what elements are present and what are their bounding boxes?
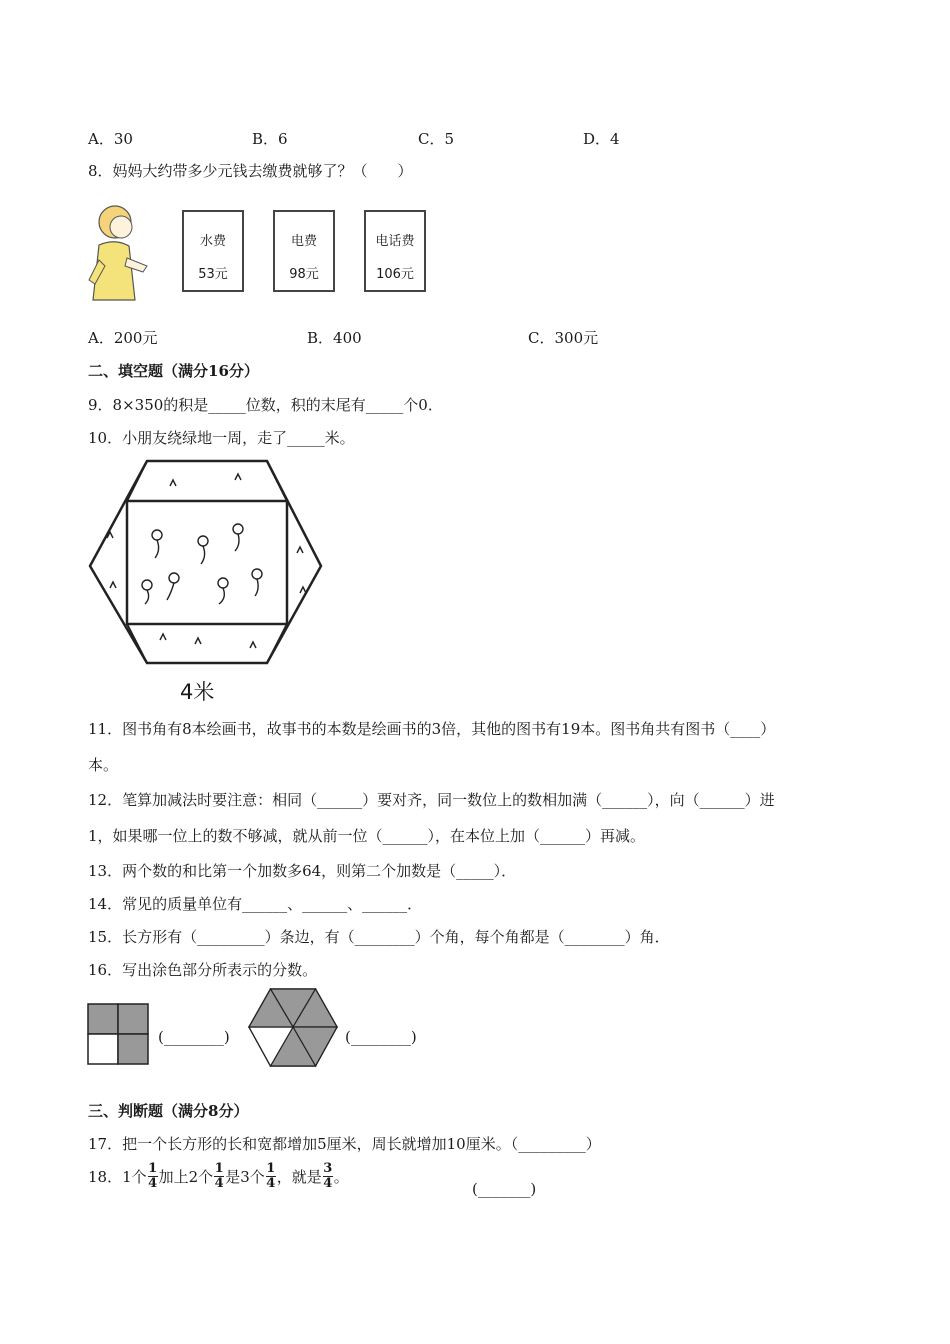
- electric-bill-amount: 98元: [289, 267, 319, 282]
- fraction-3-den: 4: [266, 1176, 276, 1191]
- q14-text: 14．常见的质量单位有______、______、______．: [88, 895, 423, 913]
- q7-option-a: A．30: [88, 130, 133, 148]
- q18-blank: (_______): [472, 1180, 537, 1198]
- q12-line1: 12．笔算加减法时要注意：相同（______）要对齐，同一数位上的数相加满（______），向（______）进: [88, 791, 775, 809]
- q17-text: 17．把一个长方形的长和宽都增加5厘米，周长就增加10厘米。（_________）: [88, 1135, 601, 1153]
- hexagon-fraction-figure: [248, 988, 338, 1068]
- q18-mid2: 是3个: [225, 1168, 265, 1186]
- q16-text: 16．写出涂色部分所表示的分数。: [88, 961, 318, 979]
- q16-blank-1: (________): [158, 1028, 230, 1046]
- q8-option-a: A．200元: [88, 329, 158, 347]
- electric-bill-card: [273, 210, 335, 292]
- q10-text: 10．小朋友绕绿地一周，走了_____米。: [88, 429, 355, 447]
- garden-hexagon-figure: [85, 458, 330, 668]
- fraction-4-num: 3: [323, 1161, 333, 1176]
- fraction-2: [214, 1162, 224, 1191]
- q13-text: 13．两个数的和比第一个加数多64，则第二个加数是（_____）．: [88, 862, 517, 880]
- section3-heading: 三、判断题（满分8分）: [88, 1102, 249, 1120]
- fraction-4-den: 4: [323, 1176, 333, 1191]
- q7-option-d: D．4: [583, 130, 620, 148]
- q7-option-c: C．5: [418, 130, 455, 148]
- fraction-1: [148, 1162, 158, 1191]
- q18-prefix: 18．1个: [88, 1168, 147, 1186]
- fraction-4: [323, 1162, 333, 1191]
- q7-option-b: B．6: [252, 130, 288, 148]
- q18-mid1: 加上2个: [158, 1168, 214, 1186]
- fraction-3-num: 1: [266, 1161, 276, 1176]
- electric-bill-title: 电费: [290, 234, 317, 249]
- phone-bill-title: 电话费: [375, 234, 415, 249]
- water-bill-card: [182, 210, 244, 292]
- q8-text: 8．妈妈大约带多少元钱去缴费就够了？（ ）: [88, 162, 413, 180]
- section2-heading: 二、填空题（满分16分）: [88, 362, 259, 380]
- square-fraction-figure: [87, 1003, 149, 1065]
- q18-suffix: 。: [333, 1168, 349, 1186]
- fraction-3: [266, 1162, 276, 1191]
- q16-blank-2: (________): [345, 1028, 417, 1046]
- q11-line2: 本。: [88, 756, 119, 774]
- q9-text: 9．8×350的积是_____位数，积的末尾有_____个0．: [88, 396, 443, 414]
- q11-line1: 11．图书角有8本绘画书，故事书的本数是绘画书的3倍，其他的图书有19本。图书角共有图书（____）: [88, 720, 776, 738]
- q12-line2: 1，如果哪一位上的数不够减，就从前一位（______），在本位上加（______）再减。: [88, 827, 646, 845]
- q15-text: 15．长方形有（_________）条边，有（________）个角，每个角都是（________）角．: [88, 928, 670, 946]
- q18-text: [88, 1162, 349, 1191]
- q8-option-b: B．400: [307, 329, 362, 347]
- fraction-1-den: 4: [148, 1176, 158, 1191]
- phone-bill-amount: 106元: [376, 267, 414, 282]
- hexagon-dimension-label: 4米: [180, 680, 215, 704]
- fraction-1-num: 1: [148, 1161, 158, 1176]
- mother-illustration: [85, 200, 160, 302]
- fraction-2-den: 4: [214, 1176, 224, 1191]
- water-bill-amount: 53元: [198, 267, 228, 282]
- q8-option-c: C．300元: [528, 329, 599, 347]
- q18-mid3: ，就是: [276, 1168, 322, 1186]
- fraction-2-num: 1: [214, 1161, 224, 1176]
- water-bill-title: 水费: [199, 234, 226, 249]
- phone-bill-card: [364, 210, 426, 292]
